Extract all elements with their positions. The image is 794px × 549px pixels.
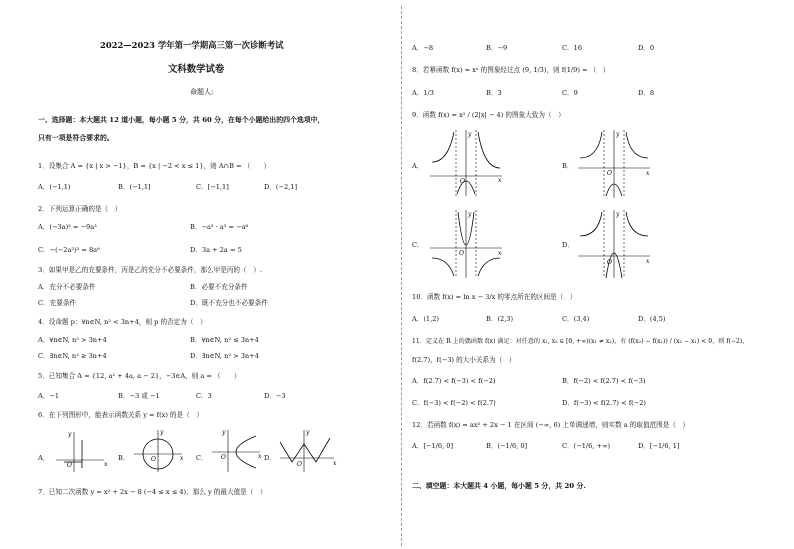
- x-label: x: [104, 461, 108, 468]
- q12-option-c[interactable]: C．(−1/6, +∞): [562, 442, 611, 450]
- q8-option-a[interactable]: A．1/3: [412, 89, 434, 97]
- q12-option-a[interactable]: A．[−1/6, 0]: [412, 442, 454, 450]
- q9-stem: 9．函数 f(x) = x² / (2|x| − 4) 的图象大致为（ ）: [412, 111, 565, 119]
- branch-left: [432, 132, 454, 162]
- q3-option-c[interactable]: C．充要条件: [38, 299, 77, 307]
- q10-option-d[interactable]: D．(4,5): [638, 315, 666, 323]
- x-label: x: [498, 250, 502, 257]
- q10-option-a[interactable]: A．(1,2): [412, 315, 439, 323]
- q1-stem: 1．设集合 A = {x | x > −1}，B = {x | −2 < x ≤ 1}，则 A∩B = （ ）: [38, 162, 271, 170]
- y-label: y: [222, 429, 226, 436]
- q7-option-a[interactable]: A．−8: [412, 44, 434, 52]
- y-label: y: [616, 131, 620, 138]
- branch-right: [626, 132, 648, 158]
- graph-curve: [280, 438, 330, 462]
- section1-heading-cont: 只有一项是符合要求的。: [38, 134, 114, 142]
- q9-graph-a: [428, 128, 504, 198]
- origin-label: O: [151, 456, 156, 463]
- x-label: x: [333, 460, 337, 467]
- q6-graph-d: [278, 428, 338, 474]
- q5-option-b[interactable]: B．−3 或 −1: [118, 392, 160, 400]
- branch-right: [478, 132, 500, 168]
- q10-option-c[interactable]: C．(3,4): [562, 315, 590, 323]
- x-label: x: [258, 453, 262, 460]
- y-label: y: [468, 211, 472, 218]
- q9-option-d[interactable]: D．: [562, 241, 574, 249]
- q3-option-b[interactable]: B．必要不充分条件: [190, 283, 248, 291]
- y-label: y: [68, 431, 72, 438]
- y-label: y: [306, 429, 310, 436]
- exam-subtitle: 文科数学试卷: [168, 64, 225, 75]
- x-label: x: [498, 177, 502, 184]
- q9-graph-d: [576, 208, 652, 280]
- q6-option-d[interactable]: D．: [264, 454, 276, 462]
- q10-option-b[interactable]: B．(2,3): [486, 315, 514, 323]
- q6-option-a[interactable]: A．: [38, 454, 50, 462]
- x-label: x: [646, 170, 650, 177]
- q5-option-c[interactable]: C．3: [196, 392, 212, 400]
- q6-graph-c: [208, 428, 264, 474]
- q9-option-a[interactable]: A．: [412, 162, 424, 170]
- q6-option-b[interactable]: B．: [118, 454, 130, 462]
- q3-stem: 3．如果甲是乙的充要条件，丙是乙的充分不必要条件，那么甲是丙的（ ）.: [38, 266, 262, 274]
- branch-right: [626, 212, 648, 236]
- q4-stem: 4．设命题 p：∀n∈N, n² < 3n+4，则 p 的否定为（ ）: [38, 318, 207, 326]
- branch-left: [580, 212, 602, 236]
- q9-graph-b: [576, 128, 652, 200]
- q7-stem: 7．已知二次函数 y = x² + 2x − 8 (−4 ≤ x ≤ 4)，那么 y 的最大值是（ ）: [38, 488, 267, 496]
- branch-left: [432, 258, 454, 276]
- q9-graph-c: [428, 208, 504, 280]
- q2-option-b[interactable]: B．−a³ · a³ = −a⁶: [190, 223, 249, 231]
- q2-option-c[interactable]: C．−(−2a²)³ = 8a⁶: [38, 246, 100, 254]
- q9-option-c[interactable]: C．: [412, 241, 424, 249]
- q2-option-a[interactable]: A．(−3a)³ = −9a³: [38, 223, 97, 231]
- column-divider: [401, 6, 402, 546]
- q2-option-d[interactable]: D．3a + 2a = 5: [190, 246, 242, 254]
- q5-stem: 5．已知集合 A = {12, a² + 4a, a − 2}，−3∈A，则 a = （ ）: [38, 372, 241, 380]
- q1-option-d[interactable]: D．(−2,1]: [264, 183, 298, 191]
- q12-option-b[interactable]: B．(−1/6, 0]: [486, 442, 528, 450]
- q9-option-b[interactable]: B．: [562, 162, 574, 170]
- origin-label: O: [297, 461, 302, 468]
- q3-option-d[interactable]: D．既不充分也不必要条件: [190, 299, 268, 307]
- origin-label: O: [607, 259, 612, 266]
- x-label: x: [646, 258, 650, 265]
- q1-option-c[interactable]: C．[−1,1]: [196, 183, 229, 191]
- q11-option-a[interactable]: A．f(2.7) < f(−3) < f(−2): [412, 377, 496, 385]
- q12-option-d[interactable]: D．[−1/6, 1]: [638, 442, 680, 450]
- q2-stem: 2．下列运算正确的是（ ）: [38, 205, 122, 213]
- q4-option-d[interactable]: D．∃n∈N, n² > 3n+4: [190, 352, 259, 360]
- exam-title: 2022—2023 学年第一学期高三第一次诊断考试: [100, 40, 284, 50]
- author-line: 命题人:: [190, 88, 214, 96]
- q6-graph-a: [52, 430, 108, 474]
- q8-option-b[interactable]: B．3: [486, 89, 502, 97]
- q11-option-d[interactable]: D．f(−3) < f(2.7) < f(−2): [562, 399, 646, 407]
- q5-option-d[interactable]: D．−3: [264, 392, 286, 400]
- y-label: y: [616, 211, 620, 218]
- q11-stem-cont: f(2.7)、f(−3) 的大小关系为（ ）: [412, 356, 516, 364]
- origin-label: O: [67, 462, 72, 469]
- q1-option-b[interactable]: B．(−1,1]: [118, 183, 151, 191]
- origin-label: O: [460, 178, 465, 185]
- origin-label: O: [607, 170, 612, 177]
- q11-stem: 11．定义在 R 上的偶函数 f(x) 满足：对任意的 x₁, x₂ ∈ [0, +∞)(x₁ ≠ x₂)，有 (f(x₂) − f(x₁)) / (x₂ − x₁) < 0，则 f(−2)、: [412, 338, 749, 345]
- origin-label: O: [459, 250, 464, 257]
- y-label: y: [160, 429, 164, 436]
- q4-option-a[interactable]: A．∀n∈N, n² > 3n+4: [38, 336, 107, 344]
- x-label: x: [180, 455, 184, 462]
- branch-left: [580, 132, 602, 158]
- y-label: y: [468, 131, 472, 138]
- q8-stem: 8．若幂函数 f(x) = xᵃ 的图象经过点 (9, 1/3)，则 f(1/9) = （ ）: [412, 66, 610, 74]
- q6-option-c[interactable]: C．: [196, 454, 208, 462]
- origin-label: O: [221, 454, 226, 461]
- q3-option-a[interactable]: A．充分不必要条件: [38, 283, 96, 291]
- section1-heading: 一、选择题：本大题共 12 道小题，每小题 5 分，共 60 分，在每个小题给出的四个选项中，: [38, 116, 325, 124]
- q11-option-c[interactable]: C．f(−3) < f(−2) < f(2.7): [412, 399, 496, 407]
- q7-option-c[interactable]: C．16: [562, 44, 583, 52]
- q8-option-d[interactable]: D．8: [638, 89, 655, 97]
- q6-stem: 6．在下列图形中，能表示函数关系 y = f(x) 的是（ ）: [38, 411, 204, 419]
- q7-option-d[interactable]: D．0: [638, 44, 655, 52]
- q6-graph-b: [130, 428, 186, 474]
- section2-heading: 二、填空题：本大题共 4 小题，每小题 5 分，共 20 分.: [412, 482, 586, 490]
- q1-option-a[interactable]: A．(−1,1): [38, 183, 71, 191]
- q12-stem: 12．若函数 f(x) = ax² + 2x − 1 在区间 (−∞, 6) 上单调递增，则实数 a 的取值范围是（ ）: [412, 421, 690, 429]
- q10-stem: 10．函数 f(x) = ln x − 3/x 的零点所在的区间是（ ）: [412, 293, 577, 301]
- q7-option-b[interactable]: B．−9: [486, 44, 508, 52]
- q4-option-c[interactable]: C．∃n∈N, n² ≥ 3n+4: [38, 352, 107, 360]
- q8-option-c[interactable]: C．9: [562, 89, 578, 97]
- branch-right: [478, 258, 500, 276]
- q11-option-b[interactable]: B．f(−2) < f(2.7) < f(−3): [562, 377, 646, 385]
- q5-option-a[interactable]: A．−1: [38, 392, 60, 400]
- q4-option-b[interactable]: B．∀n∈N, n² ≤ 3n+4: [190, 336, 259, 344]
